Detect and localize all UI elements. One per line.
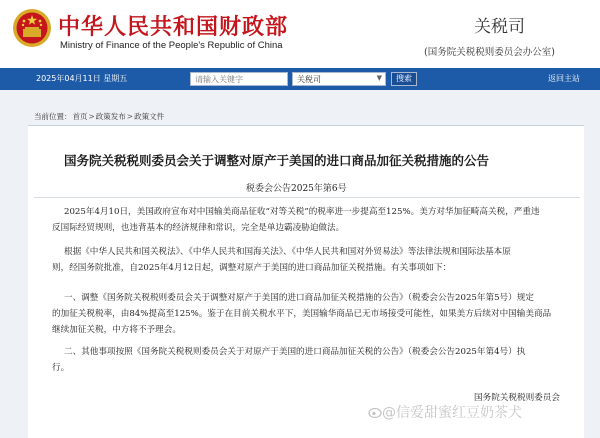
paragraph-line: 行。 bbox=[52, 363, 70, 373]
breadcrumb-separator: > bbox=[126, 112, 134, 121]
national-emblem-icon bbox=[12, 8, 52, 48]
paragraph-line: 根据《中华人民共和国关税法》、《中华人民共和国海关法》、《中华人民共和国对外贸易法》等法律法规和国际法基本原 bbox=[64, 247, 511, 257]
watermark-text: @信爱甜蜜红豆奶茶犬 bbox=[382, 405, 522, 421]
breadcrumb-item-home[interactable]: 首页 bbox=[72, 112, 88, 121]
paragraph-line: 一、调整《国务院关税税则委员会关于调整对原产于美国的进口商品加征关税措施的公告》（税委会公告2025年第5号）规定 bbox=[64, 293, 534, 303]
paragraph-line: 二、其他事项按照《国务院关税税则委员会关于对原产于美国的进口商品加征关税的公告》（税委会公告2025年第4号）执 bbox=[64, 347, 526, 357]
department-subtitle: (国务院关税税则委员会办公室) bbox=[424, 47, 555, 58]
paragraph-line: 反国际经贸规则，也违背基本的经济规律和常识，完全是单边霸凌胁迫做法。 bbox=[52, 223, 345, 233]
chevron-down-icon: ▼ bbox=[376, 74, 382, 82]
breadcrumb-item-policy-documents[interactable]: 政策文件 bbox=[134, 112, 165, 121]
search-scope-value: 关税司 bbox=[297, 75, 321, 84]
ministry-name-en: Ministry of Finance of the People's Republic of China bbox=[60, 40, 283, 51]
paragraph-3 bbox=[52, 290, 588, 338]
return-home-link[interactable]: 返回主站 bbox=[548, 74, 580, 83]
site-header bbox=[0, 0, 600, 68]
paragraph-line: 的加征关税税率，由84%提高至125%。鉴于在目前关税水平下，美国输华商品已无市场接受可能性，如果美方后续对中国输美商品 bbox=[52, 309, 552, 319]
paragraph-1 bbox=[52, 204, 588, 236]
department-title: 关税司 bbox=[474, 17, 525, 37]
breadcrumb-separator: > bbox=[88, 112, 95, 121]
breadcrumb-prefix: 当前位置： bbox=[34, 112, 72, 121]
paragraph-line: 继续加征关税，中方将不予理会。 bbox=[52, 325, 181, 335]
ministry-name-cn: 中华人民共和国财政部 bbox=[58, 15, 289, 40]
paragraph-2 bbox=[52, 244, 588, 276]
breadcrumb bbox=[34, 111, 165, 122]
paragraph-4 bbox=[52, 344, 588, 376]
breadcrumb-item-policy-release[interactable]: 政策发布 bbox=[95, 112, 126, 121]
paragraph-line: 则，经国务院批准，自2025年4月12日起，调整对原产于美国的进口商品加征关税措施。有关事项如下： bbox=[52, 263, 452, 273]
title-divider bbox=[34, 197, 580, 198]
weibo-logo-icon bbox=[368, 405, 382, 419]
document-title: 国务院关税税则委员会关于调整对原产于美国的进口商品加征关税措施的公告 bbox=[64, 153, 490, 168]
search-scope-select[interactable] bbox=[292, 72, 386, 86]
search-button[interactable]: 搜索 bbox=[391, 72, 417, 86]
search-input[interactable] bbox=[190, 72, 288, 86]
paragraph-line: 2025年4月10日，美国政府宣布对中国输美商品征收“对等关税”的税率进一步提高至125%。美方对华加征畸高关税，严重违 bbox=[64, 207, 540, 217]
nav-bar bbox=[0, 68, 600, 90]
document-number: 税委会公告2025年第6号 bbox=[246, 184, 347, 194]
current-date: 2025年04月11日 星期五 bbox=[36, 74, 128, 83]
issuer-signature: 国务院关税税则委员会 bbox=[474, 393, 560, 403]
